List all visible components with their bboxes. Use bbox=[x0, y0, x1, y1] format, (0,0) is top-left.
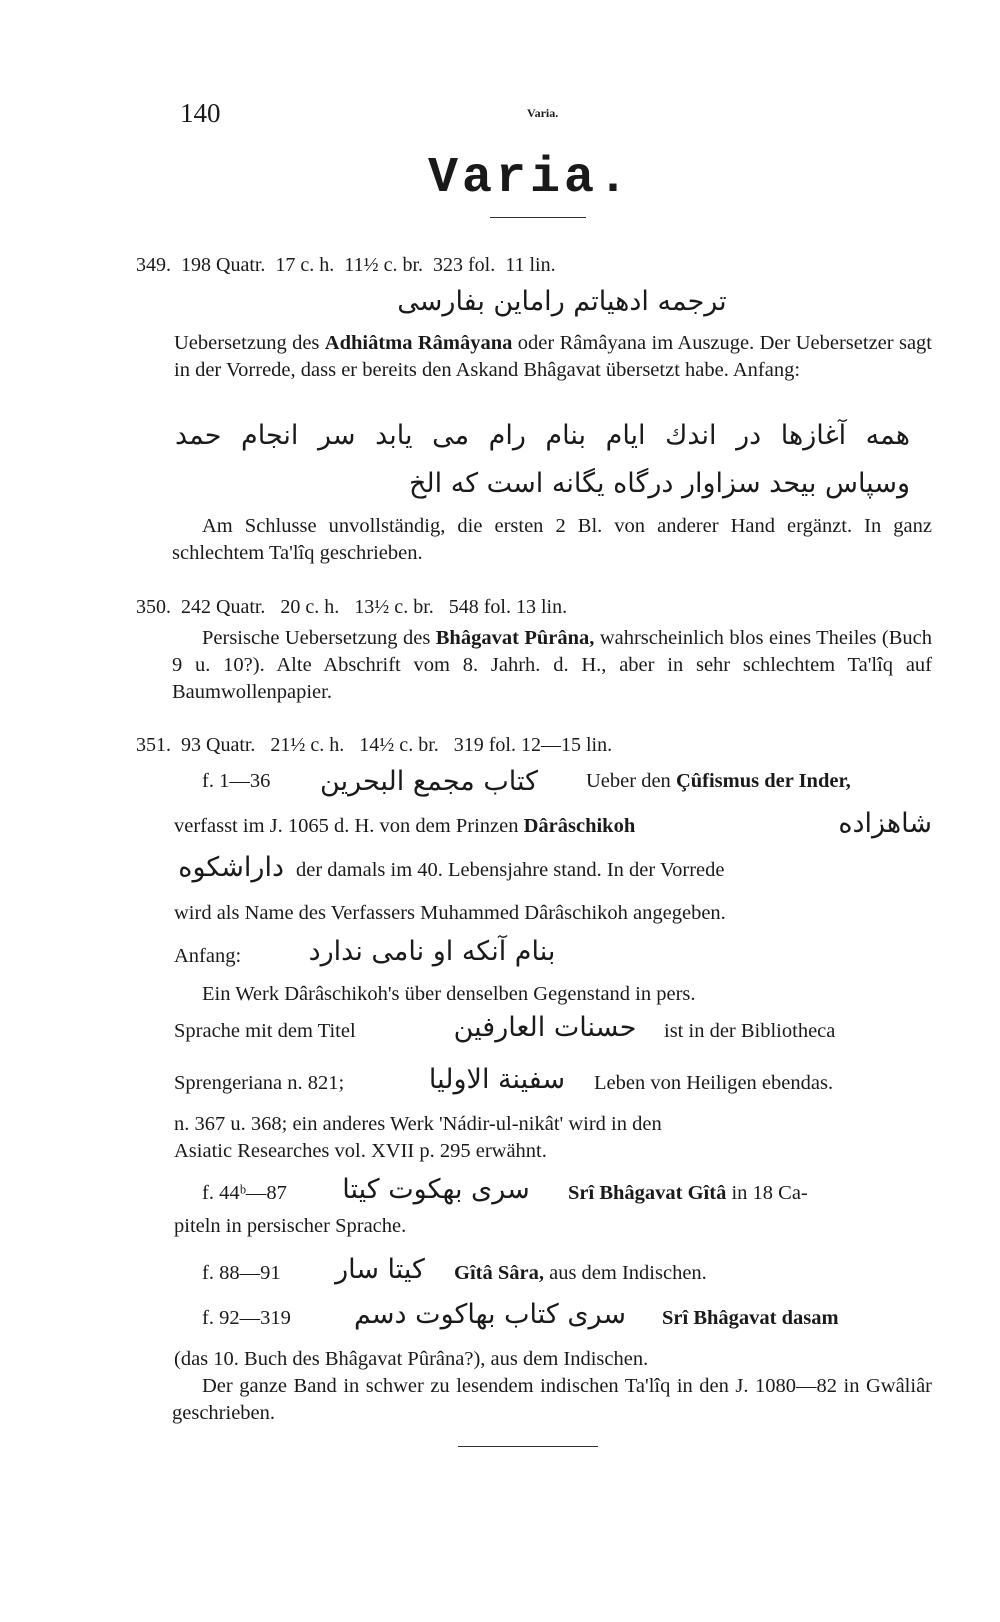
entry-351-folio-4-title: Srî Bhâgavat dasam bbox=[662, 1307, 839, 1329]
entry-351-line-8-a: Sprengeriana n. 821; bbox=[174, 1072, 345, 1094]
page-number: 140 bbox=[180, 98, 221, 128]
entry-350-description bbox=[172, 625, 932, 706]
entry-351-line-7-a: Sprache mit dem Titel bbox=[174, 1020, 356, 1042]
closing-rule bbox=[458, 1446, 598, 1447]
entry-349-desc-a: Uebersetzung des bbox=[174, 332, 325, 354]
entry-351-folio-4-line-2: (das 10. Buch des Bhâgavat Pûrâna?), aus dem Indischen. bbox=[174, 1348, 649, 1370]
entry-351-folio-2-arabic: سری بهكوت كیتا bbox=[342, 1174, 530, 1205]
entry-351-folio-1-desc bbox=[586, 770, 851, 793]
entry-351-folio-1-title: Çûfismus der Inder, bbox=[675, 770, 851, 792]
entry-349-header: 349. 198 Quatr. 17 c. h. 11½ c. br. 323 fol. 11 lin. bbox=[136, 254, 556, 276]
entry-351-folio-2-desc bbox=[568, 1182, 808, 1205]
entry-351-line-6: Ein Werk Dârâschikoh's über denselben Gegenstand in pers. bbox=[202, 983, 696, 1005]
entry-349-description bbox=[174, 330, 932, 384]
entry-350-desc-a: Persische Uebersetzung des bbox=[202, 627, 436, 649]
entry-351-incipit-arabic: بنام آنكه او نامی ندارد bbox=[308, 936, 556, 967]
entry-351-line-2 bbox=[174, 815, 635, 838]
entry-351-folio-1-desc-a: Ueber den bbox=[586, 770, 676, 792]
entry-349-incipit-line-2: وسپاس بیحد سزاوار درگاه یگانه است كه الخ bbox=[409, 468, 910, 499]
entry-351-folio-3-ref: f. 88—91 bbox=[202, 1262, 281, 1284]
entry-351-folio-3-desc-b: aus dem Indischen. bbox=[543, 1262, 707, 1284]
entry-351-folio-2-line-2: piteln in persischer Sprache. bbox=[174, 1215, 407, 1237]
entry-351-line-8-b: Leben von Heiligen ebendas. bbox=[594, 1072, 834, 1094]
running-title: Varia. bbox=[527, 106, 559, 120]
entry-351-line-2-a: verfasst im J. 1065 d. H. von dem Prinzen bbox=[174, 815, 524, 837]
entry-351-folio-4-ref: f. 92—319 bbox=[202, 1307, 291, 1329]
entry-351-line-10: Asiatic Researches vol. XVII p. 295 erwähnt. bbox=[174, 1140, 547, 1162]
entry-351-folio-2-ref: f. 44ᵇ—87 bbox=[202, 1182, 287, 1204]
entry-351-line-4: wird als Name des Verfassers Muhammed Dârâschikoh angegeben. bbox=[174, 902, 726, 924]
entry-350-header: 350. 242 Quatr. 20 c. h. 13½ c. br. 548 fol. 13 lin. bbox=[136, 596, 568, 618]
entry-351-line-8-arabic: سفینة الاولیا bbox=[428, 1064, 566, 1095]
entry-351-line-9: n. 367 u. 368; ein anderes Werk 'Nádir-ul-nikât' wird in den bbox=[174, 1113, 662, 1135]
entry-351-folio-2-title: Srî Bhâgavat Gîtâ bbox=[568, 1182, 727, 1204]
entry-350-desc-c: wahrscheinlich blos eines Theiles (Buch 9 u. 10?). Alte Abschrift vom 8. Jahrh. d. H., aber in sehr schlechtem Ta'lîq auf Baumwollenpapier. bbox=[172, 627, 933, 703]
entry-351-folio-1-arabic: كتاب مجمع البحرين bbox=[320, 766, 538, 797]
running-head bbox=[0, 98, 1000, 128]
section-title: Varia. bbox=[427, 150, 633, 207]
entry-351-line-3: der damals im 40. Lebensjahre stand. In der Vorrede bbox=[296, 859, 725, 881]
entry-349-remarks: Am Schlusse unvollständig, die ersten 2 Bl. von anderer Hand ergänzt. In ganz schlechtem Ta'lîq geschrieben. bbox=[172, 515, 932, 564]
entry-351-author-name: Dârâschikoh bbox=[523, 815, 636, 837]
entry-351-line-2-arabic: شاهزاده bbox=[838, 808, 932, 839]
entry-350-work-title: Bhâgavat Pûrâna, bbox=[435, 627, 595, 649]
entry-351-folio-4-desc bbox=[662, 1307, 839, 1330]
entry-351-folio-3-desc bbox=[454, 1262, 707, 1285]
entry-351-folio-3-title: Gîtâ Sâra, bbox=[454, 1262, 544, 1284]
entry-349-arabic-title: ترجمه ادهیاتم راماین بفارسی bbox=[397, 286, 727, 317]
entry-351-line-7-b: ist in der Bibliotheca bbox=[664, 1020, 836, 1042]
entry-351-folio-4-arabic: سری كتاب بهاكوت دسم bbox=[353, 1299, 627, 1330]
entry-351-line-7-arabic: حسنات العارفین bbox=[453, 1012, 637, 1043]
entry-351-folio-2-desc-b: in 18 Ca- bbox=[726, 1182, 808, 1204]
entry-349-desc-c: oder Râmâyana im Auszuge. Der Uebersetzer sagt in der Vorrede, dass er bereits den Askand Bhâgavat übersetzt habe. Anfang: bbox=[174, 332, 933, 381]
entry-351-incipit-label: Anfang: bbox=[174, 945, 242, 967]
entry-349-incipit-line-1: همه آغازها در اندك ایام بنام رام می یابد سر انجام حمد bbox=[175, 420, 910, 451]
entry-349-work-title: Adhiâtma Râmâyana bbox=[324, 332, 513, 354]
entry-351-header: 351. 93 Quatr. 21½ c. h. 14½ c. br. 319 fol. 12—15 lin. bbox=[136, 734, 613, 756]
entry-351-line-3-arabic: داراشكوه bbox=[178, 852, 284, 883]
title-rule bbox=[490, 217, 586, 218]
entry-351-folio-3-arabic: كیتا سار bbox=[335, 1254, 425, 1285]
entry-351-folio-1-ref: f. 1—36 bbox=[202, 770, 271, 792]
entry-351-closing: Der ganze Band in schwer zu lesendem indischen Ta'lîq in den J. 1080—82 in Gwâliâr geschrieben. bbox=[172, 1375, 932, 1424]
